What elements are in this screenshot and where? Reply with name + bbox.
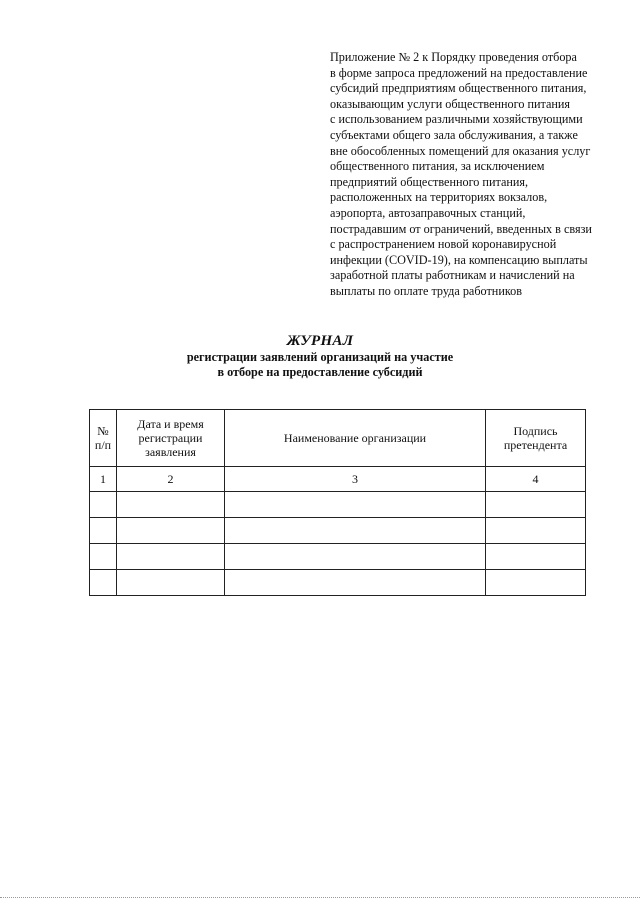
appendix-line: пострадавшим от ограничений, введенных в связи: [330, 221, 592, 236]
column-number-cell: 2: [117, 467, 225, 492]
journal-subtitle-line: регистрации заявлений организаций на участие: [186, 350, 454, 364]
table-cell: [117, 544, 225, 570]
header-date-line: регистрации: [138, 431, 203, 445]
header-signature-line: Подпись: [513, 424, 558, 438]
table-cell: [225, 492, 486, 518]
table-cell: [486, 570, 586, 596]
header-date-time: [117, 410, 225, 467]
scan-edge-line: [0, 897, 640, 899]
appendix-line: субъектами общего зала обслуживания, а также: [330, 127, 578, 142]
appendix-line: Приложение № 2 к Порядку проведения отбора: [330, 50, 577, 64]
table-cell: [90, 518, 117, 544]
table-row: [90, 518, 586, 544]
table-cell: [486, 518, 586, 544]
table-cell: [90, 544, 117, 570]
appendix-line: в форме запроса предложений на предоставление: [330, 65, 588, 80]
header-organization: Наименование организации: [225, 410, 486, 467]
appendix-line: с распространением новой коронавирусной: [330, 237, 557, 252]
column-number-cell: 3: [225, 467, 486, 492]
appendix-line: с использованием различными хозяйствующими: [330, 112, 583, 127]
header-date-line: Дата и время: [137, 417, 204, 431]
table-row: [90, 570, 586, 596]
table-cell: [225, 544, 486, 570]
header-date-line: заявления: [145, 445, 196, 459]
table-cell: [486, 544, 586, 570]
header-signature-line: претендента: [503, 438, 568, 452]
journal-subtitle-line: в отборе на предоставление субсидий: [217, 365, 423, 379]
table-cell: [90, 492, 117, 518]
journal-title-block: [0, 333, 640, 380]
appendix-line: расположенных на территориях вокзалов,: [330, 190, 548, 205]
table-cell: [486, 492, 586, 518]
appendix-line: выплаты по оплате труда работников: [330, 283, 522, 298]
appendix-line: общественного питания, за исключением: [330, 159, 545, 174]
header-number-line: №: [97, 424, 109, 438]
appendix-note: [330, 50, 620, 300]
appendix-line: инфекции (COVID-19), на компенсацию выплаты: [330, 252, 588, 267]
appendix-line: предприятий общественного питания,: [330, 174, 529, 189]
column-number-cell: 4: [486, 467, 586, 492]
column-number-cell: 1: [90, 467, 117, 492]
table-cell: [225, 518, 486, 544]
table-row: [90, 544, 586, 570]
table-cell: [117, 570, 225, 596]
appendix-line: заработной платы работникам и начислений на: [330, 268, 575, 283]
header-signature: [486, 410, 586, 467]
column-number-row: [90, 467, 586, 492]
registration-journal-table: [89, 409, 586, 596]
table-cell: [225, 570, 486, 596]
table-cell: [117, 492, 225, 518]
table-cell: [90, 570, 117, 596]
table-row: [90, 492, 586, 518]
appendix-line: субсидий предприятиям общественного питания,: [330, 81, 587, 96]
header-number-line: п/п: [94, 438, 112, 452]
table-header-row: [90, 410, 586, 467]
appendix-line: оказывающим услуги общественного питания: [330, 96, 571, 111]
header-number: [90, 410, 117, 467]
journal-title: ЖУРНАЛ: [286, 333, 354, 349]
appendix-line: вне обособленных помещений для оказания услуг: [330, 143, 591, 158]
table-cell: [117, 518, 225, 544]
appendix-line: аэропорта, автозаправочных станций,: [330, 205, 526, 220]
